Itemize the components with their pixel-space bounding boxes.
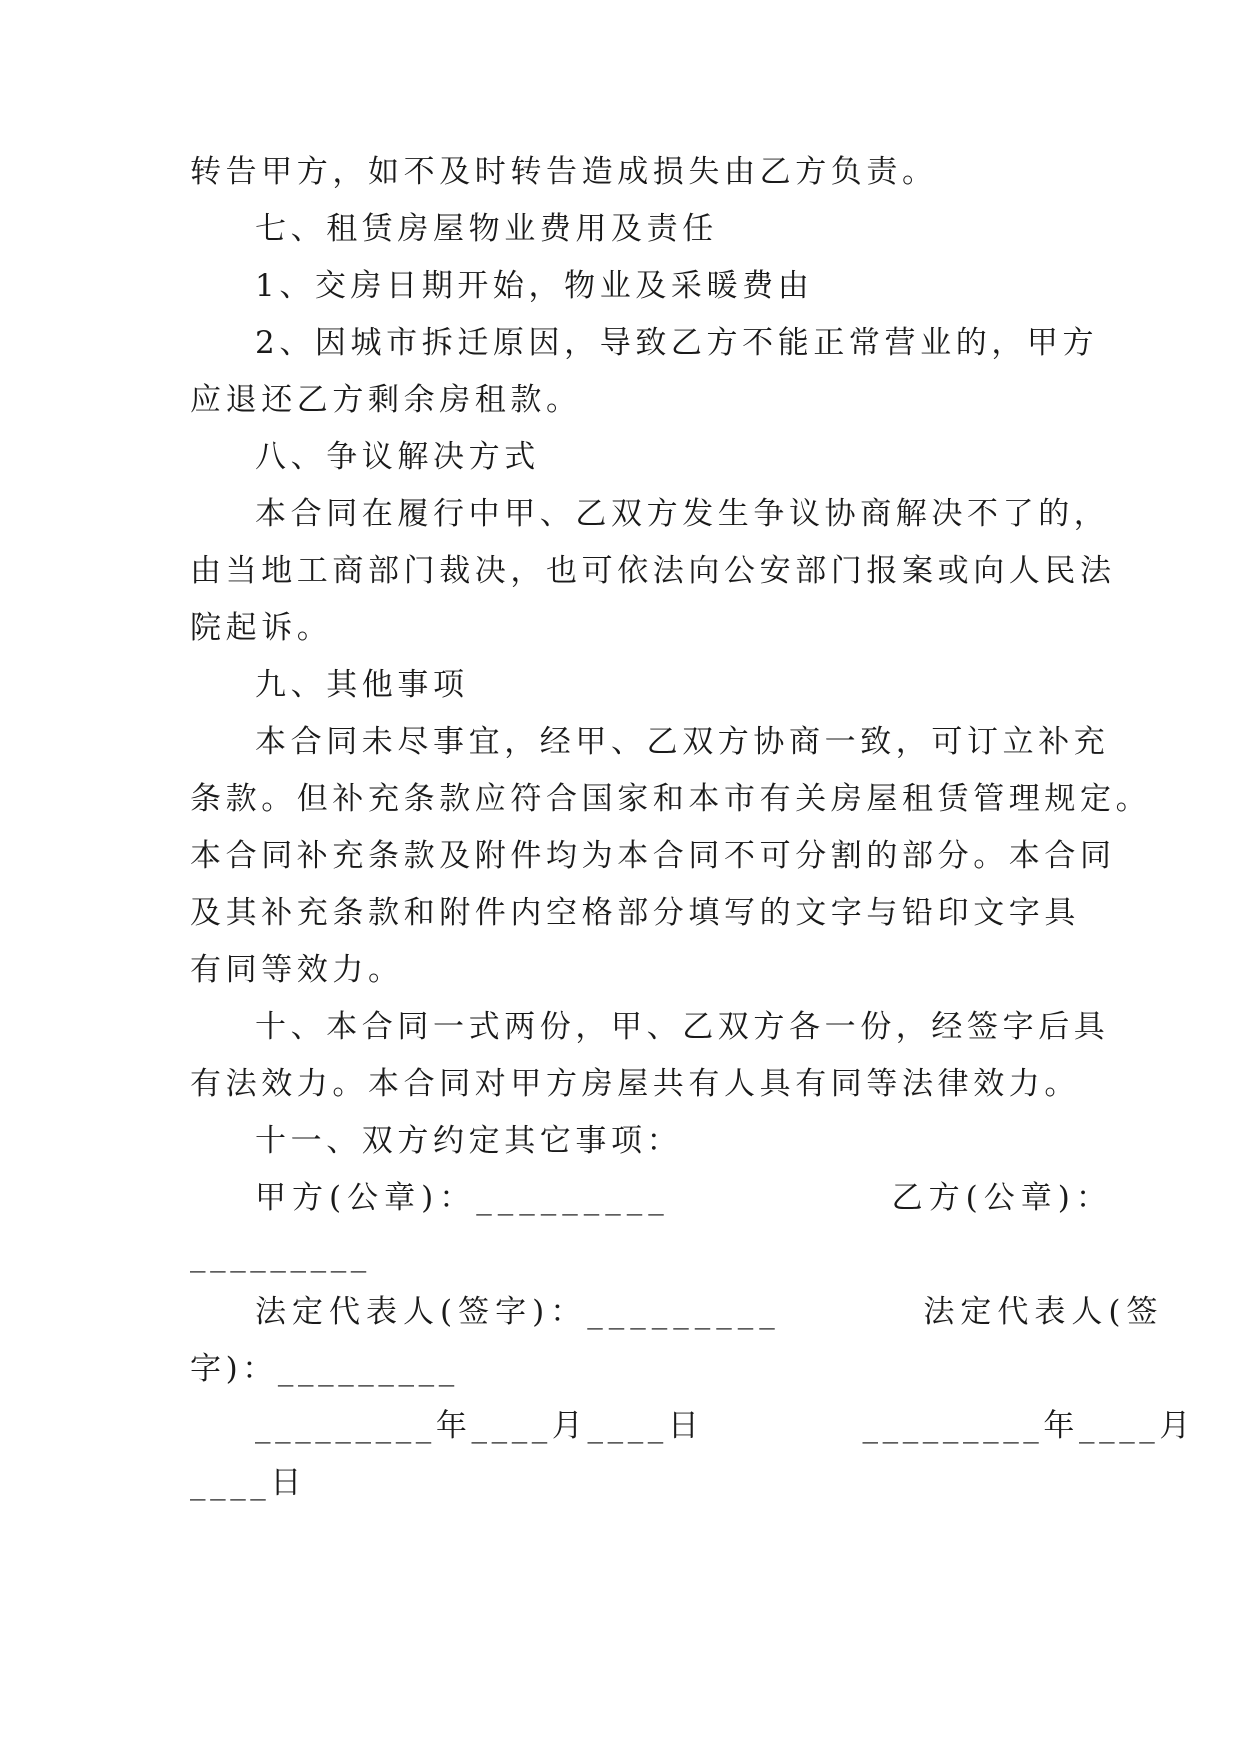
representative-signature-line-continued: 字)：_________ xyxy=(190,1351,459,1387)
paragraph-line: 本合同补充条款及附件均为本合同不可分割的部分。本合同 xyxy=(190,838,1116,874)
paragraph-line: 及其补充条款和附件内空格部分填写的文字与铅印文字具 xyxy=(190,895,1080,931)
paragraph-line: 本合同未尽事宜，经甲、乙双方协商一致，可订立补充 xyxy=(255,724,1110,760)
paragraph-line: 条款。但补充条款应符合国家和本市有关房屋租赁管理规定。 xyxy=(190,781,1152,817)
section-heading-10: 十、本合同一式两份，甲、乙双方各一份，经签字后具 xyxy=(255,1009,1110,1045)
section-heading-8: 八、争议解决方式 xyxy=(255,439,540,475)
date-line-continued: ____日 xyxy=(190,1465,306,1501)
party-seal-line-continued: _________ xyxy=(190,1237,371,1273)
representative-signature-line: 法定代表人(签字)：_________ 法定代表人(签 xyxy=(255,1294,1164,1330)
paragraph-line: 本合同在履行中甲、乙双方发生争议协商解决不了的， xyxy=(255,496,1110,532)
paragraph-line: 院起诉。 xyxy=(190,610,333,646)
section-heading-11: 十一、双方约定其它事项： xyxy=(255,1123,683,1159)
paragraph-line: 2、因城市拆迁原因，导致乙方不能正常营业的，甲方 xyxy=(255,325,1099,361)
paragraph-line: 应退还乙方剩余房租款。 xyxy=(190,382,582,418)
date-line: _________年____月____日 _________年____月 xyxy=(255,1408,1195,1444)
section-heading-9: 九、其他事项 xyxy=(255,667,469,703)
paragraph-line: 由当地工商部门裁决，也可依法向公安部门报案或向人民法 xyxy=(190,553,1116,589)
paragraph-line: 有法效力。本合同对甲方房屋共有人具有同等法律效力。 xyxy=(190,1066,1080,1102)
paragraph-line: 有同等效力。 xyxy=(190,952,404,988)
party-seal-line: 甲方(公章)：_________ 乙方(公章)： xyxy=(255,1180,1113,1216)
paragraph-line: 转告甲方，如不及时转告造成损失由乙方负责。 xyxy=(190,154,938,190)
section-heading-7: 七、租赁房屋物业费用及责任 xyxy=(255,211,718,247)
paragraph-line: 1、交房日期开始，物业及采暖费由 xyxy=(255,268,814,304)
